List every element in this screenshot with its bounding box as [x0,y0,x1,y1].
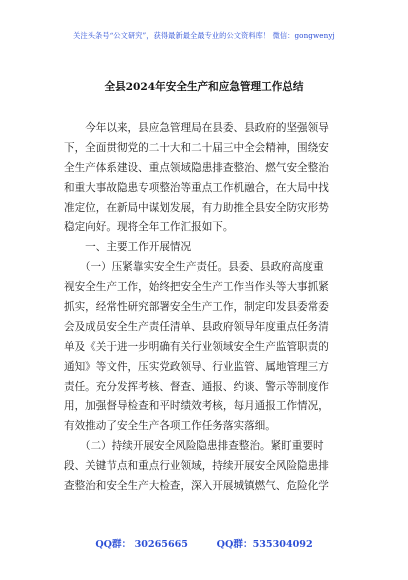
body-line: 查整治和安全生产大检查，深入开展城镇燃气、危险化学 [64,480,329,493]
body-line: 单及《关于进一步明确有关行业领域安全生产监管职责的 [64,340,329,353]
body-line: （二）持续开展安全风险隐患排查整治。紧盯重要时 [64,440,324,453]
qq-group-2: QQ群：535304092 [216,539,313,550]
qq-group-1: QQ群： 30265665 [95,539,188,550]
header-promo-note: 关注头条号“公文研究”，获得最新最全最专业的公文资料库！ 微信：gongwenyj [73,31,335,40]
body-line: 稳定向好。现将全年工作汇报如下。 [64,221,234,234]
body-line: 有效推动了安全生产各项工作任务落实落细。 [64,420,276,433]
body-line: 通知》等文件，压实党政领导、行业监管、属地管理三方 [64,360,329,373]
document-title: 全县2024年安全生产和应急管理工作总结 [104,81,304,93]
body-line: 视安全生产工作，始终把安全生产工作当作头等大事抓紧 [64,281,329,294]
body-line: 抓实，经常性研究部署安全生产工作，制定印发县委常委 [64,301,329,314]
body-line: 准定位，在新局中谋划发展，有力助推全县安全防灾形势 [64,201,329,214]
body-line: 用，加强督导检查和平时绩效考核，每月通报工作情况， [64,400,329,413]
document-body [64,119,347,497]
body-line: 责任。充分发挥考核、督查、通报、约谈、警示等制度作 [64,380,329,393]
footer-qq-groups [0,536,408,550]
body-line: 和重大事故隐患专项整治等重点工作机融合，在大局中找 [64,181,329,194]
body-line: 会及成员安全生产责任清单、县政府领导年度重点任务清 [64,320,329,333]
body-line: 下，全面贯彻党的二十大和二十届三中全会精神，围绕安 [64,141,329,154]
body-line: 今年以来，县应急管理局在县委、县政府的坚强领导 [64,122,329,134]
section-heading: 一、主要工作开展情况 [64,241,192,254]
body-line: （一）压紧靠实安全生产责任。县委、县政府高度重 [64,261,324,274]
body-line: 全生产体系建设、重点领域隐患排查整治、燃气安全整治 [64,161,329,174]
body-line: 段、关键节点和重点行业领域，持续开展安全风险隐患排 [64,460,329,473]
